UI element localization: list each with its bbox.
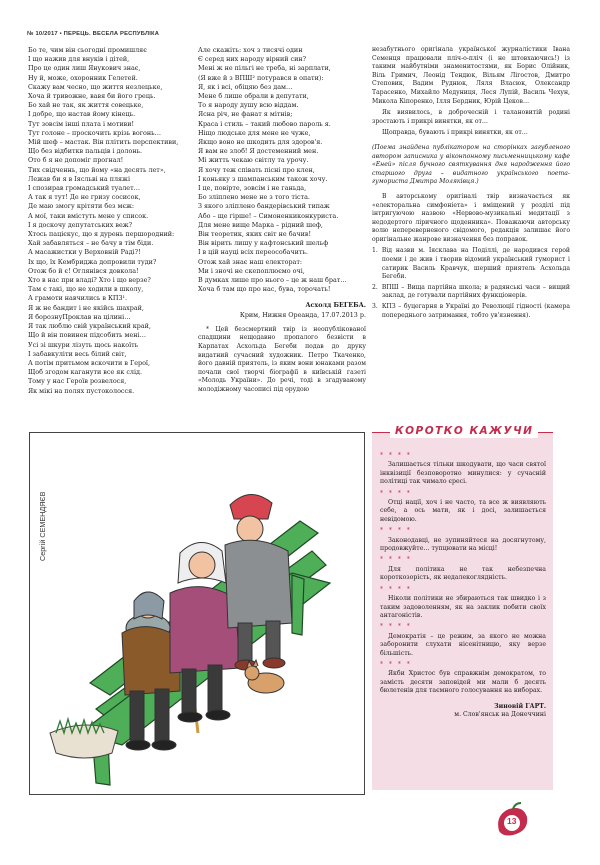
- box-author-place: м. Слов'янськ на Донеччині: [454, 710, 546, 718]
- poem-line: Тут голоне – проскочить крізь вогонь…: [28, 128, 162, 137]
- poem-line: Ми і зночі не скепоплюємо очі,: [198, 266, 305, 275]
- page-header: № 10/2017 • ПЕРЕЦЬ. ВЕСЕЛА РЕСПУБЛІКА: [27, 31, 160, 37]
- separator-stars: * * * *: [380, 527, 412, 535]
- poem-line: Отож хай знає наш електорат:: [198, 257, 303, 266]
- paragraph-exceptions: Як виявилось, в доброчесній і талановитій родині зростають і прикрі винятки, як от…: [372, 109, 570, 125]
- poem-line: І забавкуліти весь білий світ,: [28, 349, 127, 358]
- poem-line: Скажу вам чесно, що життя незлецьке,: [28, 82, 163, 91]
- illustrator-credit: Сергій СЕМЕНДЯЄВ: [38, 491, 47, 561]
- footnote-item: [372, 303, 570, 320]
- poem-line: Якщо воно не шкодить для здоров'я.: [198, 138, 323, 147]
- text-column-3: [372, 46, 570, 322]
- poem-line: І я доскочу депутатських веж?: [28, 220, 133, 229]
- box-title: КОРОТКО КАЖУЧИ: [390, 424, 538, 438]
- separator-stars: * * * *: [380, 660, 412, 668]
- poem-column-1: [28, 46, 198, 396]
- poem-signature: [198, 301, 366, 319]
- footnote-item: [372, 247, 570, 281]
- separator-stars: * * * *: [380, 452, 412, 459]
- poem-line: Мі житть чекаю світлу та урочу.: [198, 156, 309, 165]
- paragraph-found-note: (Поема знайдена публікатором на сторінках загубленого автором записника у віконпонному письменницькому кафе «Еней» після бучного святкування дня народження його старшого друга – видатного українського поета-гумориста Дмитра Моляківця.): [372, 143, 570, 186]
- poem-line: Там є такі, що не ходили в школу,: [28, 285, 144, 294]
- aphorisms-list: [380, 449, 546, 719]
- poem-line: Усі зі шкури лізуть щось накоїть: [28, 340, 139, 349]
- poem-line: А потім притьмом вскочити в Герої,: [28, 358, 150, 367]
- poem-line: Як мікі на полях пустоколосся.: [28, 386, 135, 395]
- poem-line: Бо зліплено мене не з того тіста.: [198, 193, 310, 202]
- poem-line: Бо те, чим він сьогодні промишляє: [28, 46, 147, 54]
- poem-line: Я хочу теж співать пісні про клен,: [198, 165, 315, 174]
- poem-line: Мене б лише обрали в депутати,: [198, 92, 309, 101]
- aphorism: Залишається тільки шкодувати, що часи святої інквізиції безповоротно минулися: у сучасній політиці так чимало єресі.: [380, 461, 546, 486]
- poem-line: Що й він повинен підсобить мені…: [28, 331, 146, 340]
- poem-line: Що без відбиткв пальців і долонь.: [28, 147, 143, 156]
- poem-line: Я, як і всі, обіцяю без дам…: [198, 82, 293, 91]
- poem-line: Лежав би я в Іясльві на пляжі: [28, 174, 130, 183]
- poem-line: А так я тут! Де не гризу сосисок,: [28, 193, 141, 202]
- author-place-date: Крим, Нижня Ореанда, 17.07.2013 р.: [239, 310, 366, 319]
- poem-line: І коньяку з шампанським також хочу.: [198, 174, 328, 183]
- poem-line: Бо хай не так, як життя совецьке,: [28, 101, 144, 110]
- poem-line: Тому у нас Героїв розвелося,: [28, 377, 127, 386]
- footnote-number: 2.: [372, 283, 378, 291]
- poem-line: А мої, таки вмістуть мене у список.: [28, 211, 149, 220]
- page-number: 13: [507, 816, 517, 826]
- poem-line: Тих свідченнь, що йому «на десять лет»,: [28, 165, 166, 174]
- poem-line: Мій шеф – мастак. Він плітить перспективи,: [28, 138, 179, 147]
- poem-line: А грамоти навчились в КПЗ¹.: [28, 294, 128, 303]
- aphorism: Якби Христос був справжнім демократом, то замість десяти заповідей ми мали б десять бюлетенів для таємного голосування на виборах.: [380, 670, 546, 695]
- poem-line: Ну й, може, охоронник Гелетей.: [28, 73, 138, 82]
- poem-line: Ото б я не допоміг прогнал!: [28, 156, 124, 165]
- poem-line: Тут зовсім інші плата і мотиви!: [28, 119, 135, 128]
- poem-line: Отож бо й є! Оглянівся довкола!: [28, 266, 139, 275]
- footnote-text: ВПШ – Вища партійна школа; в радянські часи – вищий заклад, де готували партійних функціонерів.: [381, 283, 570, 300]
- footnotes-list: [372, 247, 570, 320]
- aphorism: Ніколи політики не збираються так швидко і з таким задоволенням, як на заклик побити своїх антагоністів.: [380, 595, 546, 619]
- poem-line: Він теоретик, яких світ не бачив!: [198, 230, 312, 239]
- separator-stars: * * * *: [380, 623, 412, 631]
- separator-stars: * * * *: [380, 556, 412, 564]
- author-name: Асхолд БЕГЕБА.: [305, 301, 366, 310]
- separator-stars: * * * *: [380, 489, 412, 497]
- poem-line: І в цій науці всіх переособачить.: [198, 248, 308, 257]
- poem-line: З якого зліплено бандерівський типаж: [198, 202, 330, 211]
- poem-line: І добре, що настав йому кінець.: [28, 110, 136, 119]
- poem-line: І що нажив для внуків і дітей,: [28, 55, 130, 64]
- footnote-number: 1.: [372, 247, 378, 255]
- box-author: Зиновій ГАРТ.: [494, 702, 546, 710]
- aphorism: Законодавці, не зупиняйтеся на досягнутому, продовжуйте… тупцювати на місці!: [380, 536, 546, 553]
- poem-line: Я ж не бандит і не якійсь шахрай,: [28, 303, 144, 312]
- footnote-number: 3.: [372, 303, 378, 311]
- footnote-item: [372, 284, 570, 301]
- paragraph-genre: В авторському оригіналі твір визначається як «електоральна симфоніета» і вміщений у розділі під інтригуючою назвою «Нервово-музикальні медитації з недодертого ліричного щоденника». Поважаючи авторську волю непереверненого свідомого, редакція залишає його оригінальне жанрове визначення без поправок.: [372, 192, 570, 243]
- aphorism: Отці нації, хоч і не часто, та все ж виявляють себе, а ось мати, як і досі, залишається невідомою.: [380, 499, 546, 523]
- poem-line: (Я вже й з ВПШ² потурався в опати):: [198, 73, 324, 82]
- poem-line: В думках лише про нього – це ж наш брат…: [198, 276, 347, 285]
- poem-line: Я борознуПроклав на цілині…: [28, 312, 131, 321]
- poem-line: Де маю змогу крітяти без мєж:: [28, 202, 135, 211]
- paragraph-however: Щоправда, бувають і прикрі винятки, як от…: [382, 129, 528, 137]
- separator-stars: * * * *: [380, 585, 412, 593]
- poem-line: Хай забавляться – не бачу в тім біди.: [28, 239, 154, 248]
- bench-grannies-drawing: [30, 433, 365, 795]
- aphorism: Демократія – це режим, за якого не можна заборонити слухати нісенітницю, яку верзе більшість.: [380, 632, 546, 657]
- poem-line: Іх що, їх Кембриджа допровили туди?: [28, 257, 157, 266]
- poem-line: Є серед них народу вірний син?: [198, 55, 307, 64]
- poem-line: Краса і стиль – такий любово пароль я.: [198, 119, 331, 128]
- short-aphorisms-box: [372, 425, 553, 790]
- poem-line: Хоча б там що про нас, бува, торочать!: [198, 285, 331, 294]
- poem-line: І це, повірте, зовсім і не ганьда,: [198, 184, 307, 193]
- poem-line: Він вірить лишу у кафтонський шельф: [198, 239, 329, 248]
- poem-line: Я так люблю свій український край,: [28, 322, 151, 331]
- aphorism: Для політика не так небезпечна короткозорість, як недалекоглядність.: [380, 565, 546, 582]
- poem-line: Мені ж не пільгі не треба, ні зарплати,: [198, 64, 331, 73]
- poem-line: І спозирав громадський туалет…: [28, 184, 140, 193]
- poem-line: Ніщо людське для мене не чуже,: [198, 128, 311, 137]
- poem-line: Хтось пацієкус, що я дурень першородний:: [28, 230, 175, 239]
- poem-line: А масажистки у Верховній Раді?!: [28, 248, 141, 257]
- footnote-text: КПЗ – буцегарня в Україні до Революції гідності (камера попереднього затримання, тобто ув'язнення).: [381, 303, 570, 319]
- cartoon-illustration: [29, 432, 365, 795]
- poem-line: Хто в нас при владі? Хто і що верзе?: [28, 276, 151, 285]
- poem-line: Про це один лиш Янукович знає,: [28, 64, 141, 73]
- poem-line: То я народу душу всю віддам.: [198, 101, 299, 110]
- box-signature: [380, 703, 546, 720]
- poem-line: Хоча й тривожне, вавя би його грець.: [28, 92, 156, 101]
- poem-line: Або – ще гірше! – Симоненкиконкуриста.: [198, 211, 339, 220]
- poem-line: Але скажіть: хоч з тисячі один: [198, 46, 303, 54]
- footnote-star: * Цей безсмертний твір із неопублікованої спадщини нещодавно пропалого безвісти в Карпатах Асхольда Бегеби подав до друку видатний сучасний художник. Петро Ткаченко, його давній приятель, із яким вони юнаками разом почали свої творчі біографії в київській газеті «Молодь України». До речі, тоді в згадуваному молодіжному часописі під орудою: [198, 325, 366, 394]
- poem-line: Для мене вище Марка – рідний шеф,: [198, 220, 323, 229]
- footnote-text: Від назви м. Іясклава на Поділлі, де народився герой поеми і де жив і творив відомий український гуморист і сатирик Василь Кравчук, шерший приятель Асхольда Бегеби.: [381, 247, 570, 281]
- poem-line: Щоб згодом каганути все як слід.: [28, 368, 142, 377]
- poem-line: Я вам не злоб! Я достеменний мен.: [198, 147, 319, 156]
- poem-column-2: [198, 46, 366, 395]
- paragraph-editors: незабутнього оригінала української журналістики Івана Семенця працювали пліч-о-пліч (і не штовхаючись!) із такими майбутніми знаменитостями, як Борис Олійник, Віль Гримич, Леонід Тендюк, Вільям Лігостов, Дмитро Степовик, Вадим Руднюк, Ляля Власюк, Олександр Тарасенко, Михайло Медуниця, Леся Лупій, Василь Чехун, Микола Кіпоренко, Ілля Бердник, Юрій Цеков…: [372, 46, 570, 105]
- poem-line: Ясна річ, не фанат я мітнів;: [198, 110, 293, 119]
